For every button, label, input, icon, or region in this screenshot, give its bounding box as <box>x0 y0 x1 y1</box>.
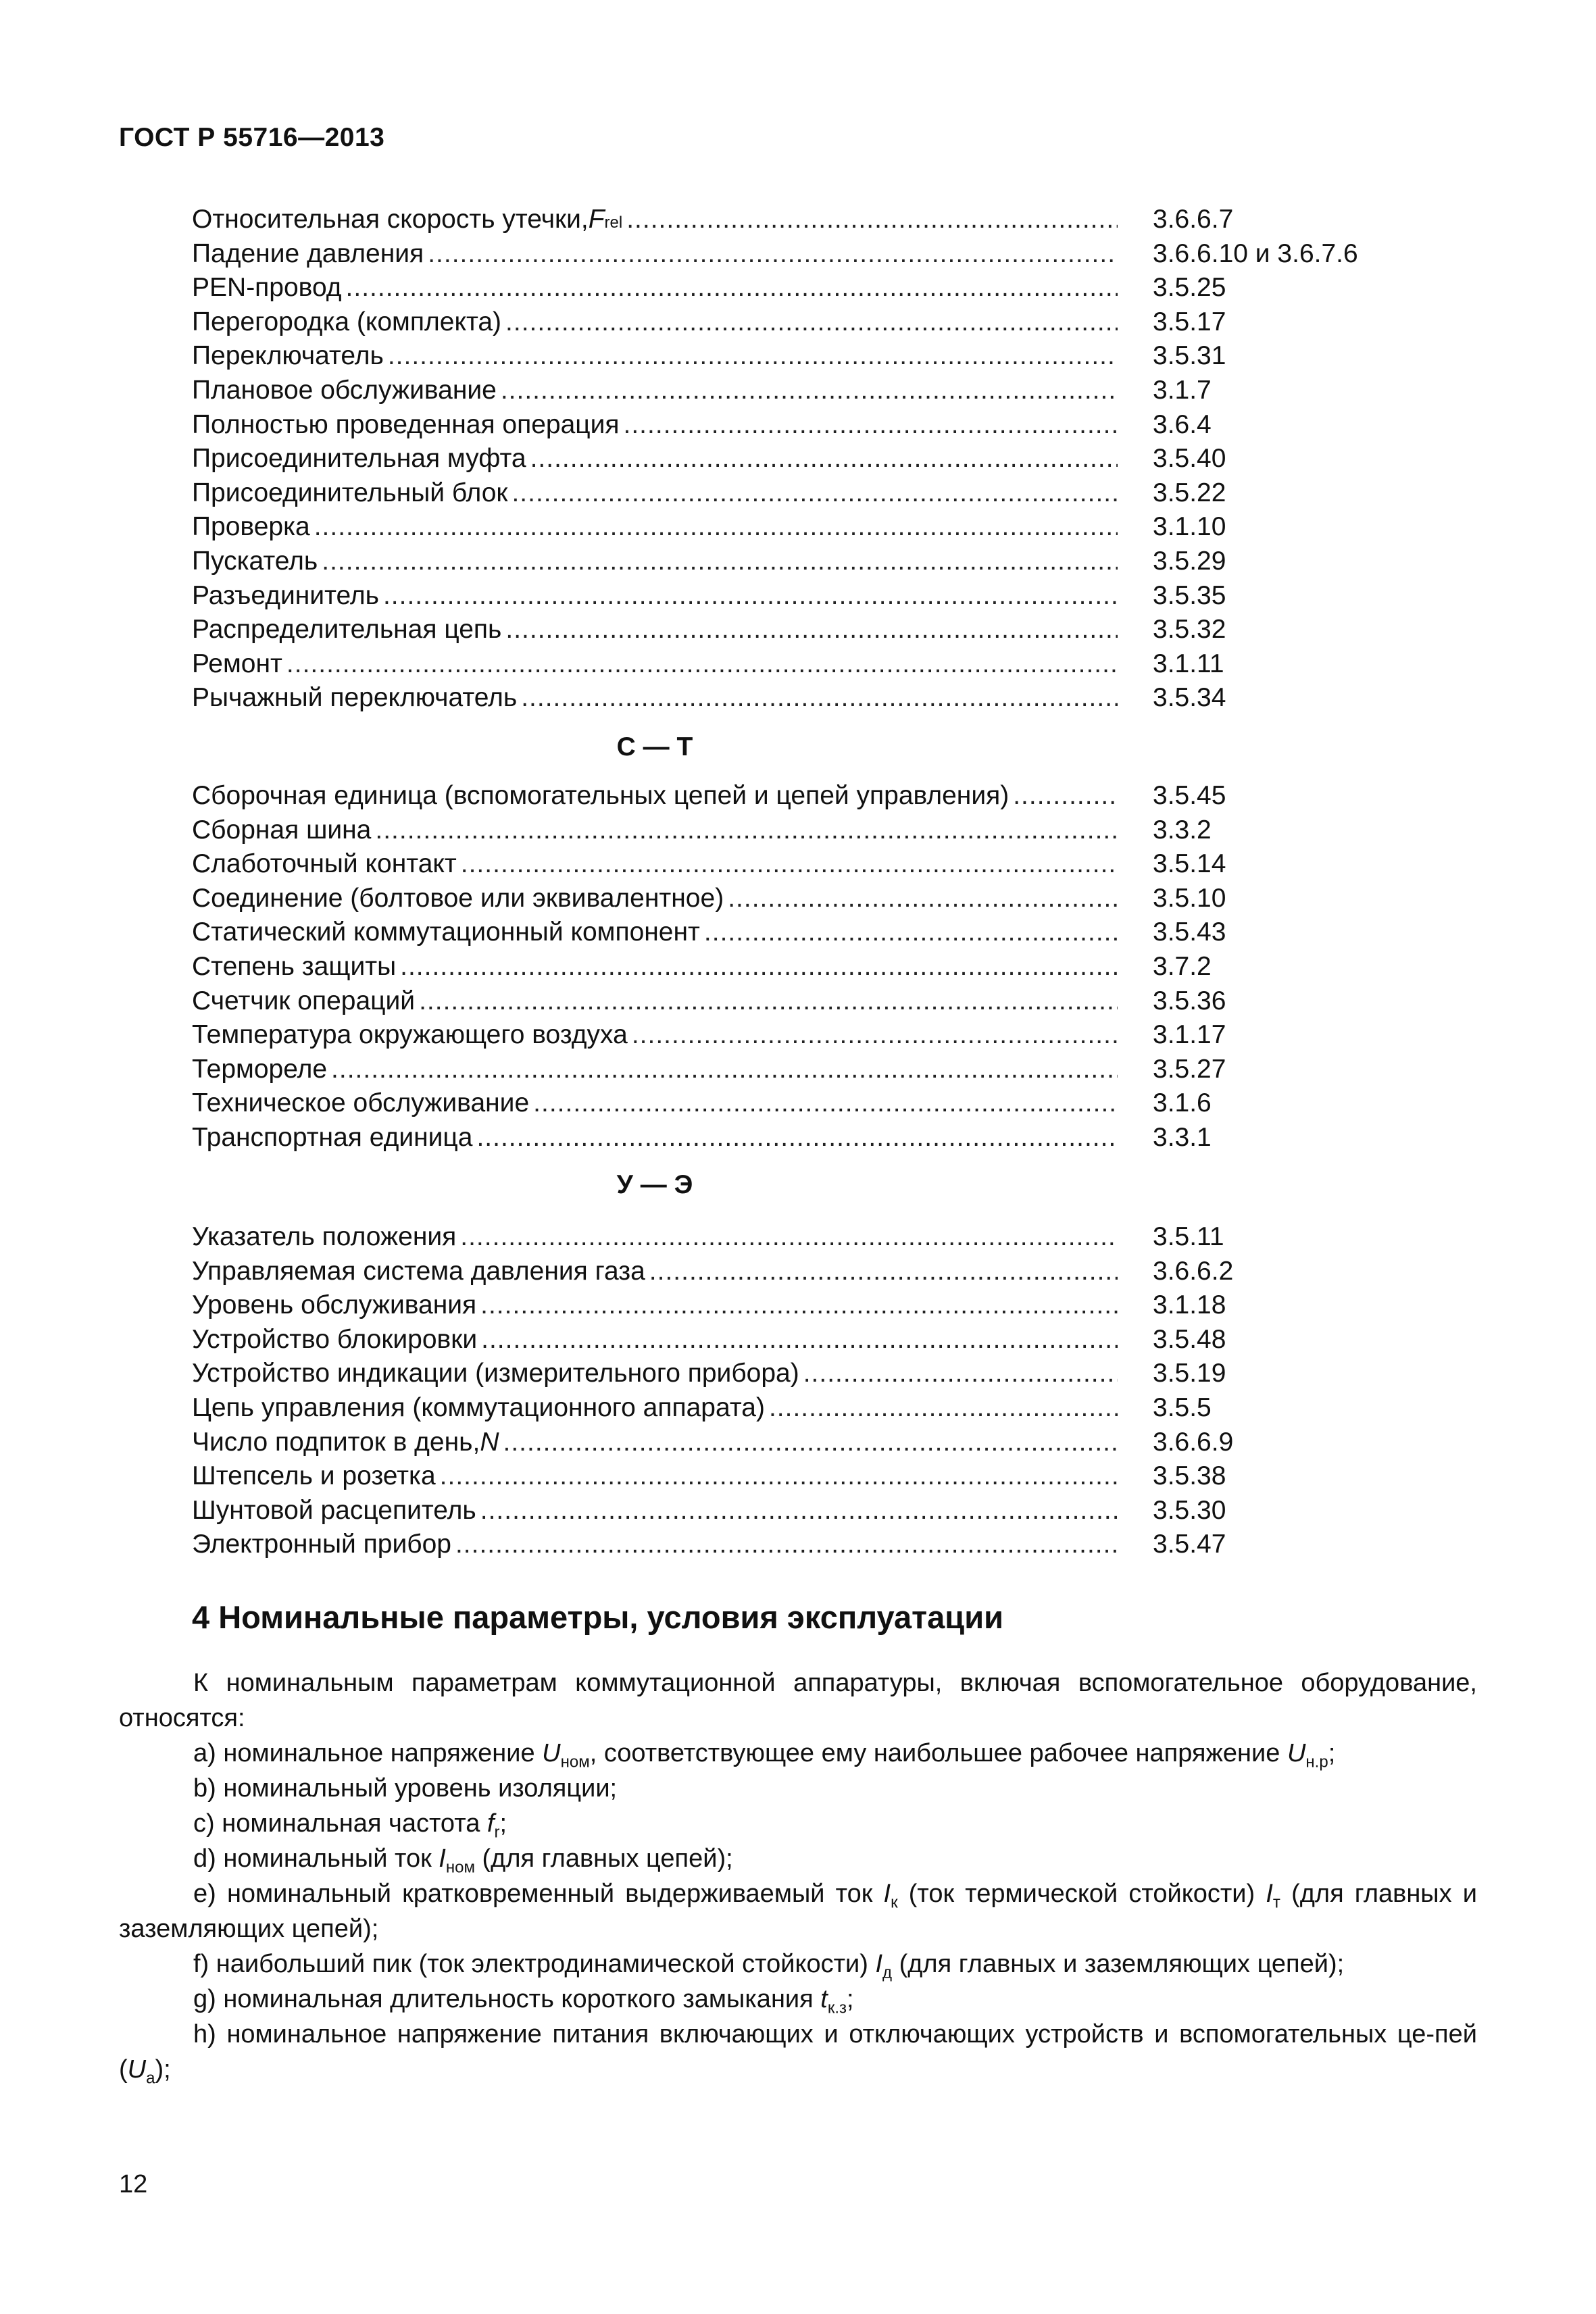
index-reference: 3.1.7 <box>1153 375 1212 405</box>
dot-leader <box>460 1220 1118 1255</box>
index-term-wrap <box>192 545 1118 579</box>
index-term: Относительная скорость утечки, <box>192 205 589 234</box>
index-entry <box>192 1121 1408 1155</box>
index-entry <box>192 271 1408 305</box>
page-number: 12 <box>119 2170 148 2198</box>
index-term: Падение давления <box>192 238 424 268</box>
index-entry <box>192 1459 1408 1494</box>
dot-leader <box>626 203 1118 237</box>
index-reference: 3.5.30 <box>1153 1495 1226 1525</box>
dot-leader <box>481 1323 1118 1357</box>
dot-leader <box>503 1426 1118 1460</box>
index-entry <box>192 442 1408 476</box>
section-body <box>119 1665 1477 2087</box>
list-item-c: с) номинальная частота $f_r$; <box>193 1809 507 1842</box>
index-reference: 3.5.10 <box>1153 883 1226 913</box>
dot-leader <box>286 647 1118 682</box>
dot-leader <box>1013 779 1118 813</box>
dot-leader <box>505 613 1118 647</box>
index-term: Пускатель <box>192 546 318 576</box>
index-term: Присоединительная муфта <box>192 444 526 474</box>
dot-leader <box>346 271 1118 305</box>
index-term: Присоединительный блок <box>192 478 508 507</box>
index-entry <box>192 339 1408 374</box>
index-term-wrap <box>192 1255 1118 1289</box>
index-entry <box>192 1255 1408 1289</box>
index-term-wrap: Относительная скорость утечки, F rel ..... <box>192 203 1118 237</box>
index-term-wrap <box>192 1528 1118 1562</box>
dot-leader <box>728 882 1118 916</box>
index-reference: 3.5.36 <box>1153 986 1226 1015</box>
index-entry <box>192 1053 1408 1087</box>
index-term: Термореле <box>192 1054 328 1084</box>
dot-leader <box>512 476 1118 511</box>
index-entry <box>192 681 1408 715</box>
index-term: PEN-провод <box>192 273 342 303</box>
index-term: Сборочная единица (вспомогательных цепей и цепей управления) <box>192 781 1009 810</box>
index-group <box>192 203 1408 715</box>
index-term: Устройство блокировки <box>192 1324 478 1354</box>
index-term: Число подпиток в день, <box>192 1427 480 1457</box>
index-term: Распределительная цепь <box>192 615 502 645</box>
index-term-wrap <box>192 1323 1118 1357</box>
index-entry <box>192 1323 1408 1357</box>
dot-leader <box>461 847 1118 882</box>
index-entry <box>192 1220 1408 1255</box>
dot-leader <box>704 915 1118 950</box>
index-term-wrap <box>192 984 1118 1019</box>
index-term: Соединение (болтовое или эквивалентное) <box>192 883 724 913</box>
index-entry <box>192 779 1408 813</box>
index-entry <box>192 203 1408 237</box>
index-entry <box>192 1086 1408 1121</box>
index-term-wrap <box>192 681 1118 715</box>
document-header: ГОСТ Р 55716—2013 <box>119 123 385 152</box>
index-reference: 3.6.6.10 и 3.6.7.6 <box>1153 238 1358 268</box>
index-entry <box>192 813 1408 848</box>
index-reference: 3.3.2 <box>1153 815 1212 845</box>
index-term: Разъединитель <box>192 580 379 610</box>
index-entry <box>192 476 1408 511</box>
dot-leader <box>649 1255 1118 1289</box>
index-group <box>192 779 1408 1155</box>
dot-leader <box>480 1494 1118 1528</box>
index-term-symbol: N <box>480 1427 499 1457</box>
index-term: Транспортная единица <box>192 1122 473 1152</box>
list-item-e: е) номинальный кратковременный выдерживаемый ток $I_к$ (ток термической стойкости) $I_т$ (для главных и заземляющих цепей); <box>119 1880 1478 1943</box>
index-entry <box>192 1528 1408 1562</box>
index-term: Электронный прибор <box>192 1530 451 1559</box>
list-item-h: h) номинальное напряжение питания включающих и отключающих устройств и вспомогательных це-пей $(U_a)$; <box>119 2020 1477 2088</box>
list-item-a: а) номинальное напряжение $U_{ном}$, соответствующее ему наибольшее рабочее напряжение $U_{н.р}$; <box>193 1739 1336 1771</box>
index-term: Техническое обслуживание <box>192 1088 530 1118</box>
index-term-wrap <box>192 847 1118 882</box>
index-term-wrap <box>192 1426 1118 1460</box>
dot-leader <box>388 339 1118 374</box>
index-reference: 3.5.11 <box>1153 1222 1224 1251</box>
index-term-wrap <box>192 408 1118 443</box>
dot-leader <box>533 1086 1118 1121</box>
index-term: Статический коммутационный компонент <box>192 917 700 947</box>
dot-leader <box>455 1528 1118 1562</box>
index-term-wrap <box>192 579 1118 613</box>
index-entry <box>192 374 1408 408</box>
index-term-wrap <box>192 1086 1118 1121</box>
index-reference: 3.1.18 <box>1153 1290 1226 1320</box>
index-term-wrap <box>192 339 1118 374</box>
dot-leader <box>440 1459 1118 1494</box>
index-reference: 3.7.2 <box>1153 951 1212 981</box>
index-term-wrap <box>192 779 1118 813</box>
index-term: Шунтовой расцепитель <box>192 1495 476 1525</box>
index-reference: 3.5.40 <box>1153 444 1226 474</box>
index-term: Счетчик операций <box>192 986 416 1015</box>
dot-leader <box>803 1357 1118 1391</box>
index-entry <box>192 1018 1408 1053</box>
index-reference: 3.1.11 <box>1153 649 1224 678</box>
index-entry <box>192 510 1408 545</box>
index-reference: 3.5.27 <box>1153 1054 1226 1084</box>
index-term: Рычажный переключатель <box>192 683 518 713</box>
index-term-wrap <box>192 882 1118 916</box>
index-term-wrap <box>192 374 1118 408</box>
dot-leader <box>400 950 1118 984</box>
dot-leader <box>419 984 1118 1019</box>
dot-leader <box>375 813 1118 848</box>
index-entry <box>192 1288 1408 1323</box>
list-item-d: d) номинальный ток $I_{ном}$ (для главных цепей); <box>193 1844 733 1877</box>
index-reference: 3.5.38 <box>1153 1461 1226 1491</box>
index-term: Плановое обслуживание <box>192 375 497 405</box>
letter-heading: С — Т <box>616 732 693 761</box>
dot-leader <box>632 1018 1118 1053</box>
index-entry <box>192 305 1408 340</box>
index-entry <box>192 1494 1408 1528</box>
index-term-wrap <box>192 1053 1118 1087</box>
index-term-wrap <box>192 613 1118 647</box>
index-term-wrap <box>192 1220 1118 1255</box>
index-term: Температура окружающего воздуха <box>192 1020 628 1050</box>
index-reference: 3.5.47 <box>1153 1530 1226 1559</box>
dot-leader <box>624 408 1118 443</box>
index-term: Ремонт <box>192 649 282 678</box>
index-reference: 3.5.48 <box>1153 1324 1226 1354</box>
index-entry <box>192 647 1408 682</box>
index-term-wrap <box>192 950 1118 984</box>
index-term-wrap <box>192 1018 1118 1053</box>
index-term-wrap <box>192 1459 1118 1494</box>
index-term-wrap <box>192 442 1118 476</box>
dot-leader <box>331 1053 1118 1087</box>
index-group <box>192 1220 1408 1562</box>
dot-leader <box>501 374 1118 408</box>
index-entry <box>192 984 1408 1019</box>
index-term-wrap <box>192 510 1118 545</box>
index-entry <box>192 545 1408 579</box>
list-item-g: g) номинальная длительность короткого замыкания $t_{к.з}$; <box>193 1985 854 2017</box>
section-title: 4 Номинальные параметры, условия эксплуатации <box>192 1599 1003 1635</box>
dot-leader <box>480 1288 1118 1323</box>
index-reference: 3.1.10 <box>1153 512 1226 542</box>
index-reference: 3.5.35 <box>1153 580 1226 610</box>
index-term: Указатель положения <box>192 1222 457 1251</box>
index-reference: 3.6.4 <box>1153 409 1212 439</box>
index-term-wrap <box>192 1494 1118 1528</box>
index-term-wrap <box>192 1357 1118 1391</box>
index-reference: 3.5.31 <box>1153 341 1226 371</box>
list-item-b: b) номинальный уровень изоляции; <box>193 1774 618 1803</box>
index-reference: 3.1.6 <box>1153 1088 1212 1118</box>
index-reference: 3.3.1 <box>1153 1122 1212 1152</box>
index-entry <box>192 613 1408 647</box>
dot-leader <box>521 681 1118 715</box>
index-reference: 3.6.6.7 <box>1153 205 1234 234</box>
index-term-wrap <box>192 1121 1118 1155</box>
index-term: Штепсель и розетка <box>192 1461 436 1491</box>
index-reference: 3.5.34 <box>1153 683 1226 713</box>
index-reference: 3.5.25 <box>1153 273 1226 303</box>
index-reference: 3.5.5 <box>1153 1392 1212 1422</box>
index-reference: 3.5.43 <box>1153 917 1226 947</box>
letter-heading: У — Э <box>616 1170 693 1199</box>
index-term: Перегородка (комплекта) <box>192 307 502 336</box>
index-term: Полностью проведенная операция <box>192 409 620 439</box>
index-reference: 3.1.17 <box>1153 1020 1226 1050</box>
index-entry <box>192 1357 1408 1391</box>
index-reference: 3.5.22 <box>1153 478 1226 507</box>
index-reference: 3.5.19 <box>1153 1359 1226 1388</box>
index-term-wrap <box>192 915 1118 950</box>
dot-leader <box>383 579 1118 613</box>
index-entry <box>192 882 1408 916</box>
index-term-wrap <box>192 476 1118 511</box>
index-reference: 3.5.45 <box>1153 781 1226 810</box>
index-term-wrap <box>192 271 1118 305</box>
index-term: Сборная шина <box>192 815 372 845</box>
index-reference: 3.5.29 <box>1153 546 1226 576</box>
index-term-symbol: F <box>588 205 605 234</box>
index-term-wrap <box>192 237 1118 272</box>
dot-leader <box>476 1121 1118 1155</box>
dot-leader <box>314 510 1118 545</box>
index-reference: 3.5.14 <box>1153 849 1226 879</box>
dot-leader <box>769 1391 1118 1426</box>
dot-leader <box>505 305 1118 340</box>
index-term-wrap <box>192 305 1118 340</box>
index-entry <box>192 579 1408 613</box>
index-entry <box>192 950 1408 984</box>
index-term: Степень защиты <box>192 951 397 981</box>
index-entry <box>192 847 1408 882</box>
index-term: Цепь управления (коммутационного аппарата) <box>192 1392 765 1422</box>
index-term-wrap <box>192 1288 1118 1323</box>
index-term-wrap <box>192 1391 1118 1426</box>
index-entry <box>192 237 1408 272</box>
dot-leader <box>530 442 1118 476</box>
index-term: Устройство индикации (измерительного прибора) <box>192 1359 799 1388</box>
index-reference: 3.6.6.2 <box>1153 1256 1234 1286</box>
index-term: Слаботочный контакт <box>192 849 457 879</box>
index-reference: 3.5.32 <box>1153 615 1226 645</box>
intro-paragraph: К номинальным параметрам коммутационной аппаратуры, включая вспомогательное оборудование, относятся: <box>119 1669 1477 1732</box>
index-entry <box>192 1426 1408 1460</box>
index-term: Проверка <box>192 512 310 542</box>
index-entry <box>192 1391 1408 1426</box>
index-term: Управляемая система давления газа <box>192 1256 645 1286</box>
index-entry <box>192 915 1408 950</box>
dot-leader <box>428 237 1118 272</box>
index-reference: 3.6.6.9 <box>1153 1427 1234 1457</box>
index-entry <box>192 408 1408 443</box>
dot-leader <box>322 545 1118 579</box>
index-term-wrap <box>192 647 1118 682</box>
index-reference: 3.5.17 <box>1153 307 1226 336</box>
index-term: Уровень обслуживания <box>192 1290 477 1320</box>
index-term: Переключатель <box>192 341 384 371</box>
index-term-wrap <box>192 813 1118 848</box>
list-item-f: f) наибольший пик (ток электродинамической стойкости) $I_д$ (для главных и заземляющих цепей); <box>193 1950 1345 1982</box>
